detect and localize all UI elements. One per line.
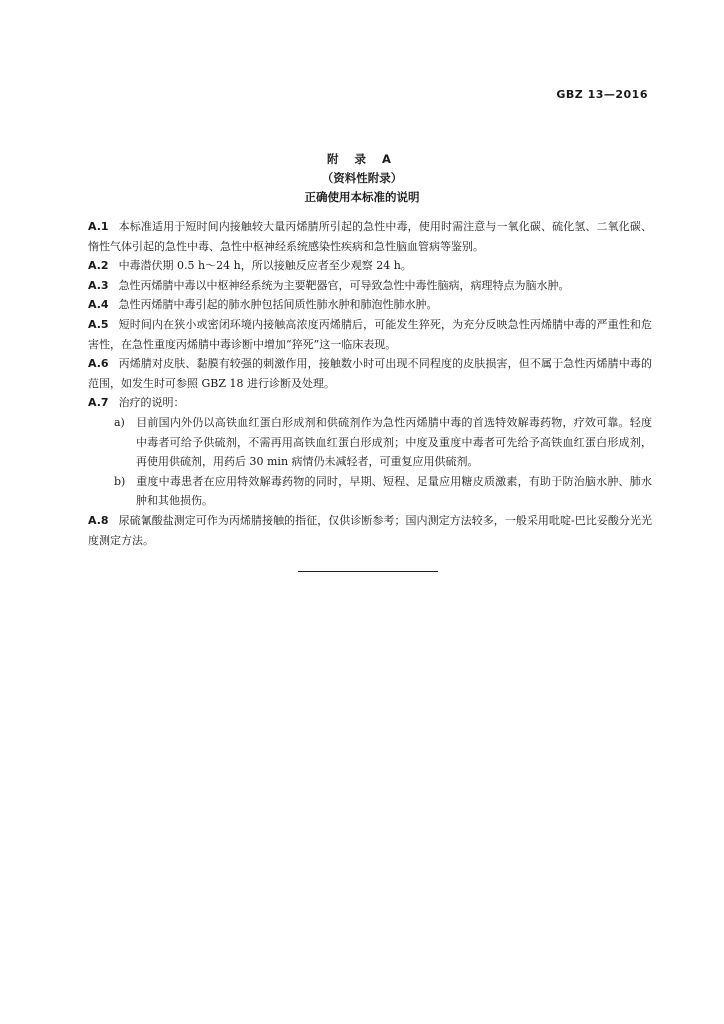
clause-a8	[88, 511, 652, 550]
annex-heading-block	[0, 150, 724, 207]
clause-a5	[88, 315, 652, 354]
annex-body	[88, 217, 652, 550]
clause-a7	[88, 393, 652, 413]
treatment-item-b	[88, 472, 652, 511]
standard-code: GBZ 13—2016	[556, 88, 648, 101]
clause-a2	[88, 256, 652, 276]
clause-a3	[88, 276, 652, 296]
item-marker: a)	[114, 415, 125, 429]
clause-text: 丙烯腈对皮肤、黏膜有较强的刺激作用，接触数小时可出现不同程度的皮肤损害，但不属于急性丙烯腈中毒的范围，如发生时可参照 GBZ 18 进行诊断及处理。	[88, 357, 652, 390]
clause-a4	[88, 295, 652, 315]
clause-number: A.6	[88, 357, 109, 371]
clause-text: 本标准适用于短时间内接触较大量丙烯腈所引起的急性中毒，使用时需注意与一氧化碳、硫化氢、二氧化碳、惰性气体引起的急性中毒、急性中枢神经系统感染性疾病和急性脑血管病等鉴别。	[88, 220, 652, 253]
clause-text: 急性丙烯腈中毒引起的肺水肿包括间质性肺水肿和肺泡性肺水肿。	[118, 298, 438, 312]
clause-a6	[88, 354, 652, 393]
clause-number: A.8	[88, 513, 109, 527]
clause-text: 急性丙烯腈中毒以中枢神经系统为主要靶器官，可导致急性中毒性脑病，病理特点为脑水肿。	[118, 278, 570, 292]
annex-heading: 正确使用本标准的说明	[304, 190, 420, 204]
item-marker: b)	[114, 474, 126, 488]
clause-number: A.1	[88, 220, 109, 233]
clause-number: A.4	[88, 298, 109, 312]
clause-text: 中毒潜伏期 0.5 h～24 h，所以接触反应者至少观察 24 h。	[118, 259, 412, 273]
clause-text: 治疗的说明：	[118, 396, 185, 410]
clause-number: A.2	[88, 259, 109, 273]
item-text: 重度中毒患者在应用特效解毒药物的同时，早期、短程、足量应用糖皮质激素，有助于防治脑水肿、肺水肿和其他损伤。	[136, 474, 652, 508]
item-text: 目前国内外仍以高铁血红蛋白形成剂和供硫剂作为急性丙烯腈中毒的首选特效解毒药物，疗效可靠。轻度中毒者可给予供硫剂，不需再用高铁血红蛋白形成剂；中度及重度中毒者可先给予高铁血红蛋白形成剂，再使用供硫剂，用药后 30 min 病情仍未减轻者，可重复应用供硫剂。	[136, 415, 652, 469]
treatment-item-a	[88, 413, 652, 472]
clause-a1	[88, 217, 652, 256]
clause-text: 短时间内在狭小或密闭环境内接触高浓度丙烯腈后，可能发生猝死，为充分反映急性丙烯腈中毒的严重性和危害性，在急性重度丙烯腈中毒诊断中增加“猝死”这一临床表现。	[88, 317, 652, 351]
clause-number: A.5	[88, 317, 109, 331]
annex-title: 附 录 A	[327, 152, 397, 166]
end-rule	[298, 571, 438, 572]
annex-subtitle: （资料性附录）	[321, 171, 403, 185]
clause-number: A.3	[88, 278, 109, 292]
clause-number: A.7	[88, 396, 109, 410]
clause-text: 尿硫氰酸盐测定可作为丙烯腈接触的指征，仅供诊断参考；国内测定方法较多，一般采用吡啶-巴比妥酸分光光度测定方法。	[88, 513, 652, 547]
